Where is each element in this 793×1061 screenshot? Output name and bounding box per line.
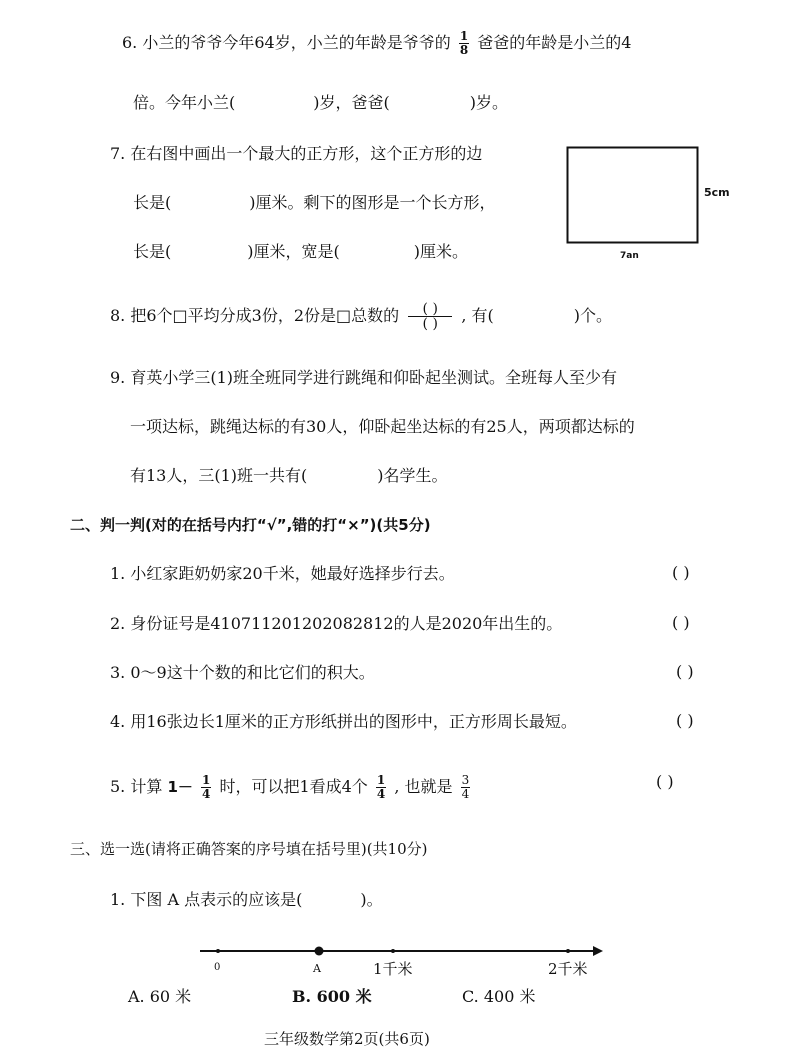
- s2-item5-frac3: [461, 774, 471, 801]
- s3-q1: [110, 889, 383, 911]
- s2-item-5-answer[interactable]: ( ): [656, 772, 674, 791]
- tick-0: [216, 949, 220, 953]
- q6-frac-num: 1: [459, 29, 469, 43]
- q7-line2: [133, 192, 496, 214]
- option-a[interactable]: A. 60 米: [128, 987, 192, 1006]
- label-1km: 1千米: [373, 960, 413, 978]
- q7-line3: [133, 241, 468, 263]
- q7-bottom-label: 7an: [620, 251, 639, 261]
- q8-text-c: )个。: [573, 306, 612, 325]
- q6-line1: [122, 30, 631, 57]
- q6-line2: [133, 92, 508, 114]
- point-a: [315, 947, 324, 956]
- s2-item-1-answer[interactable]: ( ): [672, 563, 690, 582]
- s2-item5-frac1: [201, 774, 211, 801]
- s2-item-3-answer[interactable]: ( ): [676, 662, 694, 681]
- q6-line2-a: 倍。今年小兰(: [133, 93, 236, 112]
- option-c[interactable]: C. 400 米: [462, 987, 536, 1006]
- q7-line3-b: )厘米，宽是(: [247, 242, 340, 261]
- s2-item-1: 1. 小红家距奶奶家20千米，她最好选择步行去。: [110, 564, 455, 583]
- q7-rectangle-figure: [566, 146, 702, 246]
- label-0: 0: [214, 962, 221, 973]
- s2-item-2-answer[interactable]: ( ): [672, 613, 690, 632]
- q6-text-a: 6. 小兰的爷爷今年64岁，小兰的年龄是爷爷的: [122, 33, 451, 52]
- q8-text-a: 8. 把6个□平均分成3份，2份是□总数的: [110, 306, 400, 325]
- q8-fraction-blank[interactable]: [408, 302, 452, 331]
- tick-2km: [566, 949, 570, 953]
- q9-line3-a: 有13人，三(1)班一共有(: [130, 466, 308, 485]
- q8-text-b: , 有(: [461, 306, 494, 325]
- q6-frac-den: 8: [459, 43, 469, 57]
- s2-item5-frac2: [376, 774, 386, 801]
- section3-heading: 三、选一选(请将正确答案的序号填在括号里)(共10分): [70, 840, 428, 858]
- s2-item5-one-minus: 1－: [167, 778, 193, 796]
- q7-rectangle: [568, 148, 698, 243]
- frac-den: 4: [201, 787, 211, 801]
- frac-den: 4: [461, 787, 470, 801]
- q8-frac-den: ( ): [422, 316, 438, 332]
- s2-item-2: 2. 身份证号是410711201202082812的人是2020年出生的。: [110, 614, 563, 633]
- q7-line1: 7. 在右图中画出一个最大的正方形，这个正方形的边: [110, 144, 483, 163]
- q6-text-b: 爸爸的年龄是小兰的4: [477, 33, 632, 52]
- option-b[interactable]: B. 600 米: [292, 987, 372, 1006]
- q9-line3-b: )名学生。: [377, 466, 448, 485]
- s2-item-4: 4. 用16张边长1厘米的正方形纸拼出的图形中，正方形周长最短。: [110, 712, 577, 731]
- q7-line3-c: )厘米。: [413, 242, 468, 261]
- s2-item-4-answer[interactable]: ( ): [676, 711, 694, 730]
- q8-frac-num: ( ): [422, 301, 438, 317]
- q9-line1: 9. 育英小学三(1)班全班同学进行跳绳和仰卧起坐测试。全班每人至少有: [110, 368, 618, 387]
- q7-line3-a: 长是(: [133, 242, 172, 261]
- q7-line2-a: 长是(: [133, 193, 172, 212]
- q8-line: [110, 302, 612, 331]
- tick-1km: [391, 949, 395, 953]
- s2-item5-a: 5. 计算: [110, 777, 163, 796]
- frac-num: 1: [201, 773, 211, 787]
- arrow-head-icon: [593, 946, 603, 956]
- q6-fraction: [459, 30, 469, 57]
- frac-num: 3: [461, 773, 470, 787]
- q7-line2-b: )厘米。剩下的图形是一个长方形，: [249, 193, 496, 212]
- frac-num: 1: [376, 773, 386, 787]
- section2-heading: 二、判一判(对的在括号内打“√”,错的打“×”)(共5分): [70, 516, 431, 534]
- q9-line3: [130, 465, 448, 487]
- q9-line2: 一项达标，跳绳达标的有30人，仰卧起坐达标的有25人，两项都达标的: [130, 417, 635, 436]
- frac-den: 4: [376, 787, 386, 801]
- s3-q1-b: )。: [360, 890, 383, 909]
- q7-side-label: 5cm: [704, 186, 730, 199]
- s2-item-5: [110, 774, 473, 801]
- q6-line2-b: )岁，爸爸(: [313, 93, 390, 112]
- label-2km: 2千米: [548, 960, 588, 978]
- page-footer: 三年级数学第2页(共6页): [264, 1030, 430, 1048]
- s2-item5-c: , 也就是: [394, 777, 453, 796]
- q6-line2-c: )岁。: [469, 93, 508, 112]
- s3-q1-a: 1. 下图 A 点表示的应该是(: [110, 890, 303, 909]
- label-a: A: [313, 962, 321, 975]
- s2-item-3: 3. 0～9这十个数的和比它们的积大。: [110, 663, 375, 682]
- s2-item5-b: 时，可以把1看成4个: [219, 777, 368, 796]
